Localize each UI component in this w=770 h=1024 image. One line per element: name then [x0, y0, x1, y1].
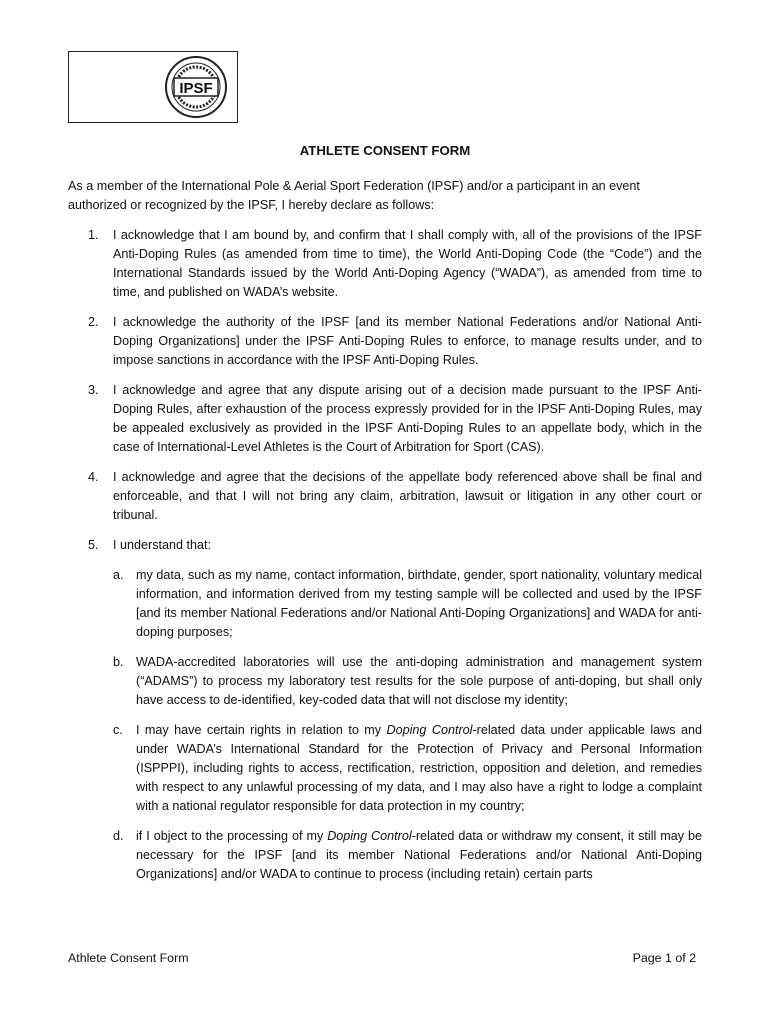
item-number: 2. [88, 315, 99, 329]
intro-paragraph: As a member of the International Pole & Aerial Sport Federation (IPSF) and/or a participant in an event authorized or recognized by the IPSF, I hereby declare as follows: [68, 179, 640, 212]
list-item [68, 313, 702, 370]
sub-item-text: WADA-accredited laboratories will use the anti-doping administration and management system (“ADAMS”) to process my laboratory test results for the sole purpose of anti-doping, but shall only have access to de-identified, key-coded data that will not disclose my identity; [136, 655, 702, 707]
page-title: ATHLETE CONSENT FORM [299, 143, 471, 158]
sub-item-text-emphasis: Doping Control [386, 723, 473, 737]
item-number: 3. [88, 383, 99, 397]
list-item [68, 468, 702, 525]
sub-item-text-emphasis: Doping Control [327, 829, 412, 843]
item-number: 5. [88, 538, 99, 552]
list-item [68, 226, 702, 302]
sub-list-item [113, 653, 702, 710]
sub-item-letter: c. [113, 723, 123, 737]
footer-document-title: Athlete Consent Form [68, 951, 189, 965]
sub-item-text-pre: if I object to the processing of my [136, 829, 328, 843]
sub-item-letter: a. [113, 568, 124, 582]
item-text: I acknowledge and agree that any dispute arising out of a decision made pursuant to the IPSF Anti-Doping Rules, after exhaustion of the process expressly provided for in the IPSF Anti-Doping Rules, may be appealed exclusively as provided in the IPSF Anti-Doping Rules to an appellate body, which in the case of International-Level Athletes is the Court of Arbitration for Sport (CAS). [113, 383, 702, 454]
logo-box [68, 51, 238, 123]
item-text: I acknowledge and agree that the decisions of the appellate body referenced above shall be final and enforceable, and that I will not bring any claim, arbitration, lawsuit or litigation in any other court or tribunal. [113, 470, 702, 522]
sub-item-letter: b. [113, 655, 124, 669]
list-item [68, 381, 702, 457]
footer-page-number: Page 1 of 2 [632, 951, 696, 965]
item-text: I understand that: [113, 538, 212, 552]
sub-item-text-pre: I may have certain rights in relation to my [136, 723, 387, 737]
item-text: I acknowledge that I am bound by, and confirm that I shall comply with, all of the provisions of the IPSF Anti-Doping Rules (as amended from time to time), the World Anti-Doping Code (the “Code”) and the International Standards issued by the World Anti-Doping Agency (“WADA”), as amended from time to time, and published on WADA’s website. [113, 228, 702, 299]
list-item [68, 536, 702, 884]
sub-list [113, 566, 702, 884]
declaration-list [68, 226, 702, 895]
item-number: 4. [88, 470, 99, 484]
ipsf-logo-icon [164, 55, 228, 119]
item-text: I acknowledge the authority of the IPSF [and its member National Federations and/or National Anti-Doping Organizations] under the IPSF Anti-Doping Rules to enforce, to manage results under, and to impose sanctions in accordance with the IPSF Anti-Doping Rules. [113, 315, 702, 367]
sub-item-letter: d. [113, 829, 124, 843]
sub-list-item [113, 827, 702, 884]
sub-list-item [113, 721, 702, 816]
item-number: 1. [88, 228, 99, 242]
logo-text: IPSF [179, 80, 213, 97]
sub-item-text: my data, such as my name, contact information, birthdate, gender, sport nationality, voluntary medical information, and information derived from my testing sample will be collected and used by the IPSF [and its member National Federations and/or National Anti-Doping Organizations] and WADA for anti-doping purposes; [136, 568, 702, 639]
sub-item-text-post: -related data under applicable laws and under WADA’s International Standard for the Protection of Privacy and Personal Information (ISPPPI), including rights to access, rectification, restriction, opposition and deletion, and remedies with respect to any unlawful processing of my data, and I may also have a right to lodge a complaint with a national regulator responsible for data protection in my country; [136, 723, 702, 813]
sub-list-item [113, 566, 702, 642]
sub-item-text-post: -related data or withdraw my consent, it still may be necessary for the IPSF [and its member National Federations and/or National Anti-Doping Organizations] and/or WADA to continue to process (including retain) certain parts [136, 829, 702, 881]
